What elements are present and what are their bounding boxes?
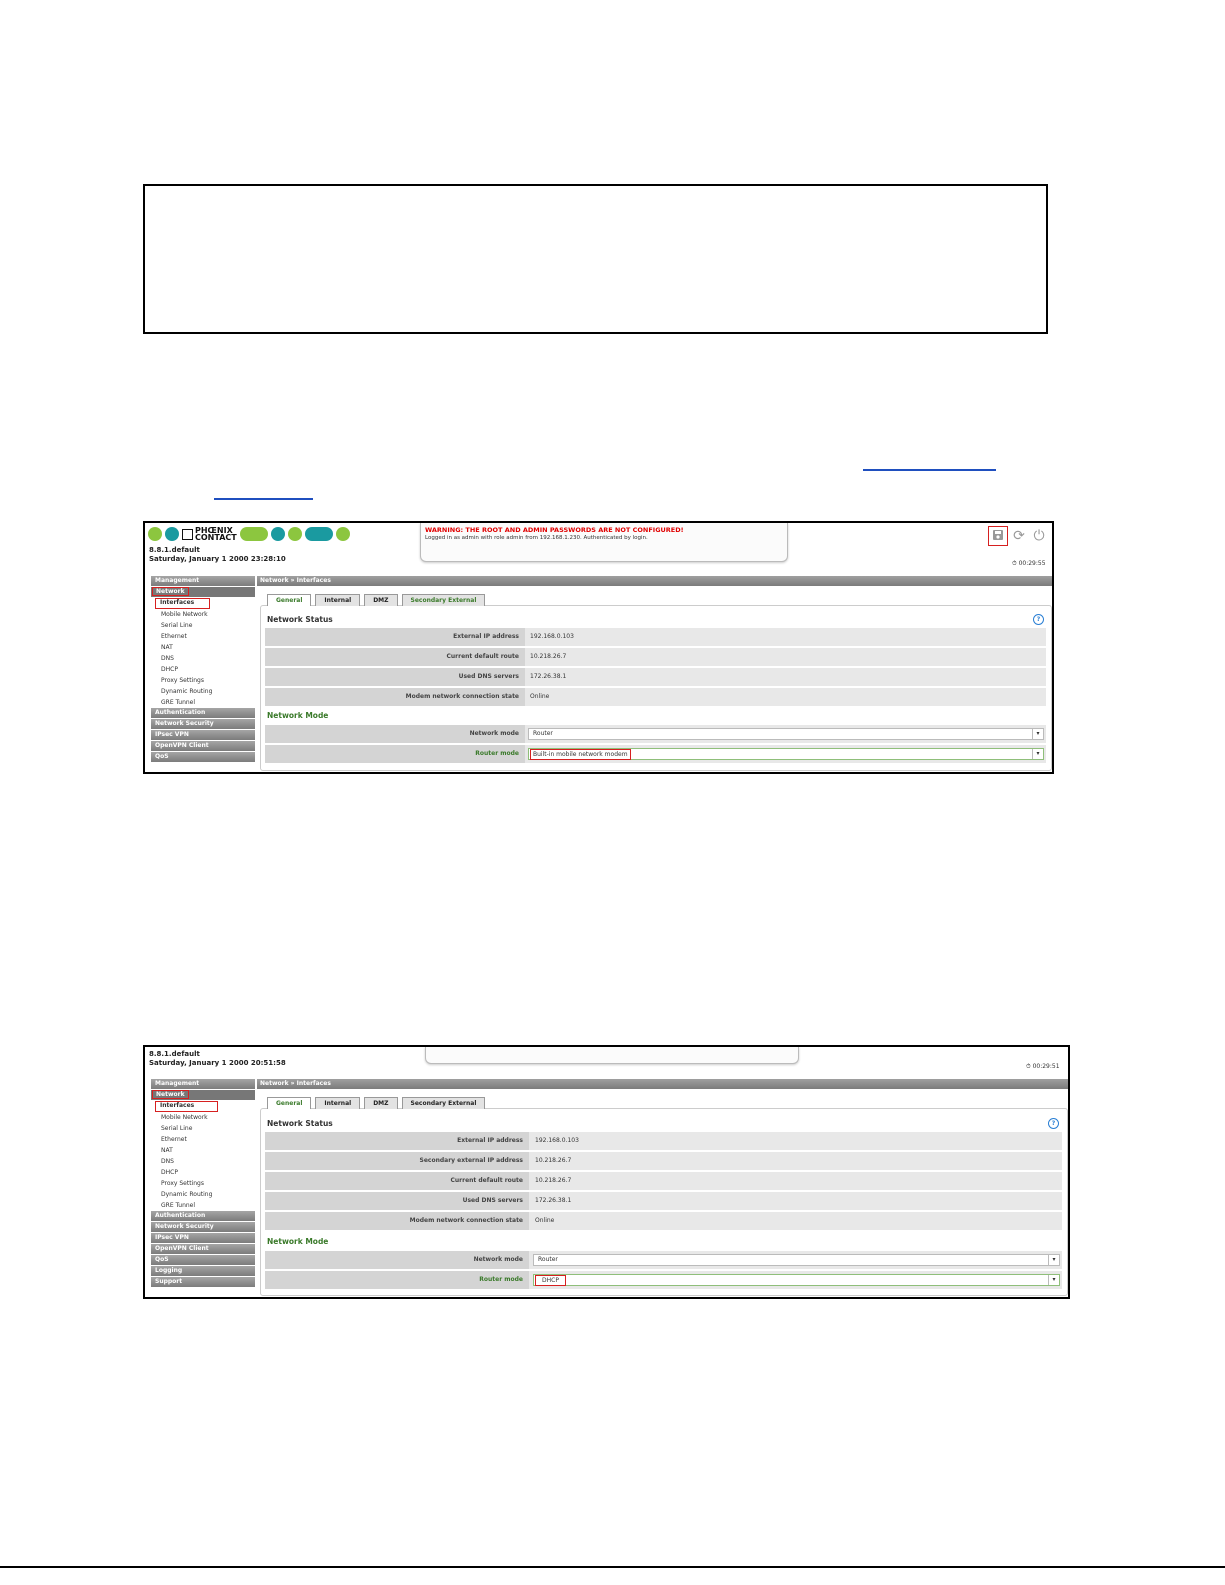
- logo-text-line2: CONTACT: [195, 533, 237, 542]
- tab-secondary-external[interactable]: Secondary External: [402, 1097, 486, 1109]
- status-row: Secondary external IP address 10.218.26.7: [265, 1152, 1062, 1170]
- tab-dmz[interactable]: DMZ: [364, 1097, 397, 1109]
- router-ui-screenshot-2: [143, 1045, 1070, 1299]
- menu-logging[interactable]: Logging: [151, 1266, 255, 1276]
- chevron-down-icon: ▾: [1048, 1275, 1059, 1285]
- menu-qos[interactable]: QoS: [151, 1255, 255, 1265]
- status-row: Modem network connection state Online: [265, 688, 1046, 706]
- logo-text-line1: PHŒNIX: [195, 526, 233, 535]
- save-icon[interactable]: [988, 526, 1008, 546]
- network-status-title: Network Status: [267, 1119, 333, 1128]
- document-text-box: [143, 184, 1048, 334]
- breadcrumb: Network » Interfaces: [257, 1079, 1068, 1089]
- menu-item-nat[interactable]: NAT: [161, 644, 173, 651]
- status-row: Current default route 10.218.26.7: [265, 1172, 1062, 1190]
- menu-qos[interactable]: QoS: [151, 752, 255, 762]
- menu-openvpn-client[interactable]: OpenVPN Client: [151, 1244, 255, 1254]
- menu-network-security[interactable]: Network Security: [151, 719, 255, 729]
- chevron-down-icon: ▾: [1048, 1255, 1059, 1265]
- footer-rule: [0, 1566, 1225, 1568]
- menu-item-nat[interactable]: NAT: [161, 1147, 173, 1154]
- menu-support[interactable]: Support: [151, 1277, 255, 1287]
- firmware-version: 8.8.1.default: [149, 546, 200, 554]
- status-row: Used DNS servers 172.26.38.1: [265, 1192, 1062, 1210]
- status-row: Current default route 10.218.26.7: [265, 648, 1046, 666]
- menu-item-dynamic-routing[interactable]: Dynamic Routing: [161, 1191, 213, 1198]
- menu-network[interactable]: Network: [151, 1090, 255, 1100]
- chevron-down-icon: ▾: [1032, 729, 1043, 739]
- menu-item-proxy-settings[interactable]: Proxy Settings: [161, 677, 204, 684]
- status-row: External IP address 192.168.0.103: [265, 628, 1046, 646]
- breadcrumb: Network » Interfaces: [257, 576, 1052, 586]
- menu-item-dynamic-routing[interactable]: Dynamic Routing: [161, 688, 213, 695]
- hyperlink-underline[interactable]: [863, 469, 996, 471]
- menu-item-dhcp[interactable]: DHCP: [161, 1169, 178, 1176]
- session-timer: ⏱ 00:29:55: [1012, 560, 1046, 567]
- network-status-title: Network Status: [267, 615, 333, 624]
- menu-item-gre-tunnel[interactable]: GRE Tunnel: [161, 699, 196, 706]
- router-mode-row: Router mode Built-in mobile network modem ▾: [265, 745, 1046, 763]
- router-ui-screenshot-1: [143, 521, 1054, 774]
- logo-mark-icon: [182, 529, 193, 540]
- menu-item-dns[interactable]: DNS: [161, 1158, 174, 1165]
- menu-ipsec-vpn[interactable]: IPsec VPN: [151, 730, 255, 740]
- tab-internal[interactable]: Internal: [315, 1097, 360, 1109]
- status-row: Modem network connection state Online: [265, 1212, 1062, 1230]
- router-mode-row: Router mode DHCP ▾: [265, 1271, 1062, 1289]
- power-icon[interactable]: ⏻: [1033, 528, 1045, 544]
- system-datetime: Saturday, January 1 2000 23:28:10: [149, 555, 286, 563]
- menu-item-ethernet[interactable]: Ethernet: [161, 1136, 187, 1143]
- warning-banner: [420, 523, 788, 562]
- menu-management[interactable]: Management: [151, 576, 255, 586]
- menu-item-proxy-settings[interactable]: Proxy Settings: [161, 1180, 204, 1187]
- tab-internal[interactable]: Internal: [315, 594, 360, 606]
- tab-bar: [267, 1097, 485, 1109]
- status-row: External IP address 192.168.0.103: [265, 1132, 1062, 1150]
- login-info: Logged in as admin with role admin from 192.168.1.230. Authenticated by login.: [425, 535, 648, 541]
- tab-secondary-external[interactable]: Secondary External: [402, 594, 486, 606]
- menu-item-serial-line[interactable]: Serial Line: [161, 1125, 193, 1132]
- system-datetime: Saturday, January 1 2000 20:51:58: [149, 1059, 286, 1067]
- tab-general[interactable]: General: [267, 1097, 311, 1109]
- menu-item-ethernet[interactable]: Ethernet: [161, 633, 187, 640]
- warning-banner: [425, 1047, 799, 1064]
- network-mode-title: Network Mode: [267, 711, 329, 720]
- chevron-down-icon: ▾: [1032, 749, 1043, 759]
- menu-openvpn-client[interactable]: OpenVPN Client: [151, 741, 255, 751]
- menu-network[interactable]: Network: [151, 587, 255, 597]
- status-row: Used DNS servers 172.26.38.1: [265, 668, 1046, 686]
- tab-general[interactable]: General: [267, 594, 311, 606]
- menu-authentication[interactable]: Authentication: [151, 708, 255, 718]
- menu-item-mobile-network[interactable]: Mobile Network: [161, 1114, 208, 1121]
- firmware-version: 8.8.1.default: [149, 1050, 200, 1058]
- help-icon[interactable]: ?: [1033, 614, 1044, 625]
- menu-item-dns[interactable]: DNS: [161, 655, 174, 662]
- router-mode-select[interactable]: DHCP ▾: [533, 1274, 1060, 1286]
- sidebar-menu: [151, 1079, 255, 1288]
- network-mode-select[interactable]: Router ▾: [533, 1254, 1060, 1266]
- menu-item-serial-line[interactable]: Serial Line: [161, 622, 193, 629]
- menu-item-mobile-network[interactable]: Mobile Network: [161, 611, 208, 618]
- tab-bar: [267, 594, 485, 606]
- hyperlink-underline[interactable]: [214, 498, 313, 500]
- menu-authentication[interactable]: Authentication: [151, 1211, 255, 1221]
- menu-item-dhcp[interactable]: DHCP: [161, 666, 178, 673]
- refresh-icon[interactable]: ⟳: [1013, 528, 1025, 544]
- session-timer: ⏱ 00:29:51: [1026, 1063, 1060, 1070]
- help-icon[interactable]: ?: [1048, 1118, 1059, 1129]
- network-mode-row: Network mode Router ▾: [265, 725, 1046, 743]
- network-mode-select[interactable]: Router ▾: [528, 728, 1044, 740]
- menu-network-security[interactable]: Network Security: [151, 1222, 255, 1232]
- menu-item-gre-tunnel[interactable]: GRE Tunnel: [161, 1202, 196, 1209]
- menu-ipsec-vpn[interactable]: IPsec VPN: [151, 1233, 255, 1243]
- sidebar-menu: [151, 576, 255, 763]
- menu-management[interactable]: Management: [151, 1079, 255, 1089]
- menu-item-interfaces[interactable]: Interfaces: [155, 598, 210, 609]
- menu-item-interfaces[interactable]: Interfaces: [155, 1101, 218, 1112]
- warning-title: WARNING: THE ROOT AND ADMIN PASSWORDS ARE NOT CONFIGURED!: [425, 526, 684, 534]
- phoenix-contact-logo: [148, 526, 350, 542]
- router-mode-select[interactable]: Built-in mobile network modem ▾: [528, 748, 1044, 760]
- network-mode-row: Network mode Router ▾: [265, 1251, 1062, 1269]
- tab-dmz[interactable]: DMZ: [364, 594, 397, 606]
- network-mode-title: Network Mode: [267, 1237, 329, 1246]
